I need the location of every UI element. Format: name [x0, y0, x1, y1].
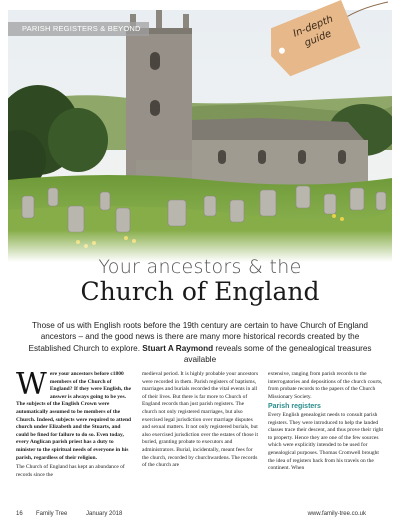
col3-paragraph-1: extensive, ranging from parish records to the interrogatories and depositions of the church courts, from probate records to the papers of the Church Missionary Society.: [268, 371, 383, 400]
title-line-2: Church of England: [80, 277, 320, 306]
column-2: [142, 371, 259, 472]
page-footer: [16, 511, 384, 521]
column-1: [16, 367, 133, 481]
website-url: www.family-tree.co.uk: [307, 511, 366, 517]
section-tag: PARISH REGISTERS & BEYOND: [8, 22, 149, 36]
standfirst-text: Those of us with English roots before the 19th century are certain to have Church of England ancestors – and the good news is there are many more historical records created by the Established Church to explore.: [28, 321, 368, 353]
column-3: [268, 371, 385, 475]
issue-date: January 2018: [86, 511, 123, 517]
title-line-1: Your ancestors & the: [98, 256, 302, 278]
magazine-name: Family Tree: [36, 511, 68, 517]
col1-paragraph-2: The Church of England has kept an abundance of records since the: [16, 464, 125, 478]
col3-paragraph-2: Every English genealogist needs to consult parish registers. They were introduced to help the landed classes trace their descent, and thus prove their right to property. Hence they are one of the few sources which were explicitly intended to be used for genealogical purposes. Thomas Cromwell brought the idea of registers back from his travels on the continent. When: [268, 411, 384, 472]
subheading-parish-registers: Parish registers: [268, 403, 321, 411]
guide-tag-label: In-depth guide: [291, 13, 335, 50]
article-body: [16, 367, 386, 509]
author-name: Stuart A Raymond: [142, 343, 214, 353]
intro-paragraph: ere your ancestors before c1800 members of the Church of England? If they were English, the answer is always going to be yes. The subjects of the English Crown were automatically assumed to be members of the Church. Indeed, subjects were required to attend church under Elizabeth and the Stuarts, and could be fined for failure to do so. Even today, every Anglican parish priest has a duty to minister to the spiritual needs of everyone in his parish, regardless of their religion.: [16, 371, 132, 461]
col2-paragraph-1: medieval period. It is highly probable your ancestors were recorded in them. Parish registers of baptisms, marriages and burials recorded the vital events in all of their lives. But there is far more to Church of England records than just parish registers. The church not only registered marriages, but also exercised legal jurisdiction over marriage disputes and sexual matters. It not only registered burials, but also exercised jurisdiction over the estates of those it buried, granting probate to executors and administrators. Burial, incidentally, meant fees for the church, recorded by churchwardens. The records of the church are: [142, 371, 259, 469]
standfirst: [24, 320, 376, 366]
page-number: 16: [16, 511, 23, 517]
drop-cap: W: [16, 367, 47, 402]
standfirst-tail: reveals some of the genealogical treasures available: [183, 343, 372, 365]
